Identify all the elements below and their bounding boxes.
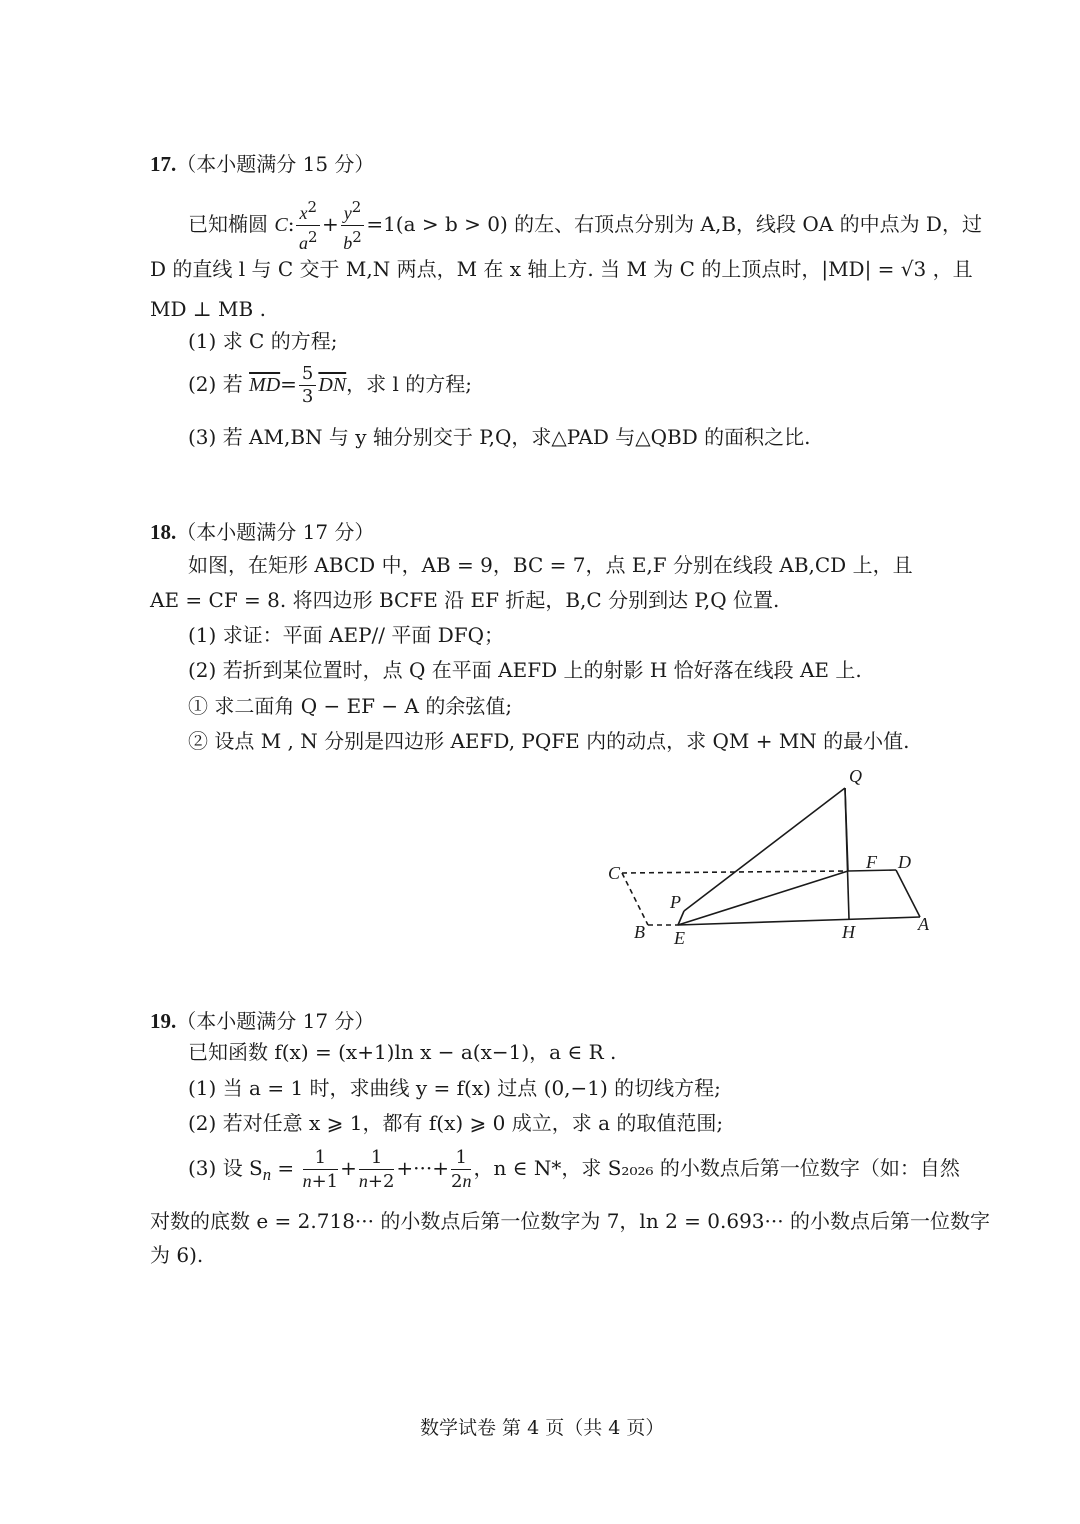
label-F: F [866, 852, 877, 872]
fraction-1-n+1: $\frac{1}{n+1}$ [302, 1146, 339, 1192]
q19-part3-line2: 对数的底数 e = 2.718··· 的小数点后第一位数字为 7，ln 2 = 0.693··· 的小数点后第一位数字 [150, 1209, 990, 1233]
q19-number: 19. [150, 1009, 177, 1033]
q18-part2: (2) 若折到某位置时，点 Q 在平面 AEFD 上的射影 H 恰好落在线段 AE 上. [188, 658, 862, 682]
q17-header [150, 150, 374, 178]
q17-line3: MD ⊥ MB . [150, 297, 266, 321]
q19-header [150, 1007, 374, 1035]
edge-EA [678, 917, 920, 925]
q18-sub1: ① 求二面角 Q − EF − A 的余弦值; [188, 694, 513, 718]
q17-part2-suffix: ，求 l 的方程; [346, 372, 473, 396]
fraction-1-2n: $\frac{1}{2n}$ [451, 1146, 472, 1192]
edge-QH [845, 788, 849, 919]
q17-intro: 已知椭圆 C: $\frac{x^2}{a^2}$ + $\frac{y^2}{b^2}$ =1(a > b > 0) 的左、右顶点分别为 A,B，线段 OA 的中点为 D，过 [188, 198, 982, 253]
label-Q: Q [849, 766, 862, 786]
q17-intro-prefix: 已知椭圆 [188, 212, 268, 236]
label-D: D [898, 852, 911, 872]
q18-part1: (1) 求证：平面 AEP// 平面 DFQ； [188, 623, 505, 647]
q18-number: 18. [150, 520, 177, 544]
q17-part3: (3) 若 AM,BN 与 y 轴分别交于 P,Q，求△PAD 与△QBD 的面积之比. [188, 425, 811, 449]
label-H: H [842, 922, 855, 942]
q18-line1: 如图，在矩形 ABCD 中，AB = 9，BC = 7，点 E,F 分别在线段 AB,CD 上，且 [188, 553, 913, 577]
q18-header [150, 518, 374, 546]
q17-line2: D 的直线 l 与 C 交于 M,N 两点，M 在 x 轴上方. 当 M 为 C 的上顶点时，|MD| = √3 ，且 [150, 257, 973, 281]
q18-figure [600, 760, 950, 960]
label-E: E [674, 928, 685, 948]
label-B: B [634, 922, 645, 942]
q17-part2-eq: = [280, 372, 297, 396]
q17-intro-suffix: 的左、右顶点分别为 A,B，线段 OA 的中点为 D，过 [514, 212, 982, 236]
page-footer: 数学试卷 第 4 页（共 4 页） [420, 1417, 665, 1439]
fraction-5-3: $\frac{5}{3}$ [299, 363, 316, 408]
q19-part3-suffix: ，n ∈ N*，求 S₂₀₂₆ 的小数点后第一位数字（如：自然 [473, 1156, 960, 1180]
q19-part1: (1) 当 a = 1 时，求曲线 y = f(x) 过点 (0,−1) 的切线方程; [188, 1076, 721, 1100]
q17-number: 17. [150, 152, 177, 176]
q19-score: （本小题满分 17 分） [176, 1009, 375, 1033]
q18-sub2: ② 设点 M , N 分别是四边形 AEFD, PQFE 内的动点，求 QM + MN 的最小值. [188, 729, 910, 753]
fraction-y2-b2: $\frac{y^2}{b^2}$ [341, 196, 365, 255]
q19-line1: 已知函数 f(x) = (x+1)ln x − a(x−1)，a ∈ R . [188, 1040, 617, 1064]
q19-part3: (3) 设 $S_n$ = $\frac{1}{n+1}$ + $\frac{1}{n+2}$ +···+ $\frac{1}{2n}$ ，n ∈ N*，求 S₂₀₂₆ 的小数点后第一位数字（如：自然 [188, 1146, 960, 1192]
q17-part2: (2) 若 $\overline{MD}=$ $\frac{5}{3}$ $\overline{DN}$，求 l 的方程; [188, 363, 473, 407]
q18-score: （本小题满分 17 分） [176, 520, 375, 544]
edge-CB-dashed [622, 873, 648, 925]
q17-intro-condition: =1(a > b > 0) [366, 212, 508, 236]
edge-PQ [684, 788, 845, 911]
fraction-x2-a2: $\frac{x^2}{a^2}$ [296, 196, 320, 255]
q19-part2: (2) 若对任意 x ⩾ 1，都有 f(x) ⩾ 0 成立，求 a 的取值范围; [188, 1111, 724, 1135]
q17-part2-prefix: (2) 若 [188, 372, 243, 396]
q17-score: （本小题满分 15 分） [176, 152, 375, 176]
label-P: P [670, 892, 681, 912]
fraction-1-n+2: $\frac{1}{n+2}$ [358, 1146, 395, 1192]
label-C: C [608, 863, 621, 883]
q19-part3-prefix: (3) 设 S [188, 1156, 263, 1180]
edge-DA [896, 870, 920, 917]
q19-part3-line3: 为 6). [150, 1243, 204, 1267]
edge-EF [678, 871, 848, 925]
q17-part1: (1) 求 C 的方程; [188, 329, 338, 353]
q18-line2: AE = CF = 8. 将四边形 BCFE 沿 EF 折起，B,C 分别到达 P,Q 位置. [150, 588, 780, 612]
label-A: A [918, 914, 929, 934]
